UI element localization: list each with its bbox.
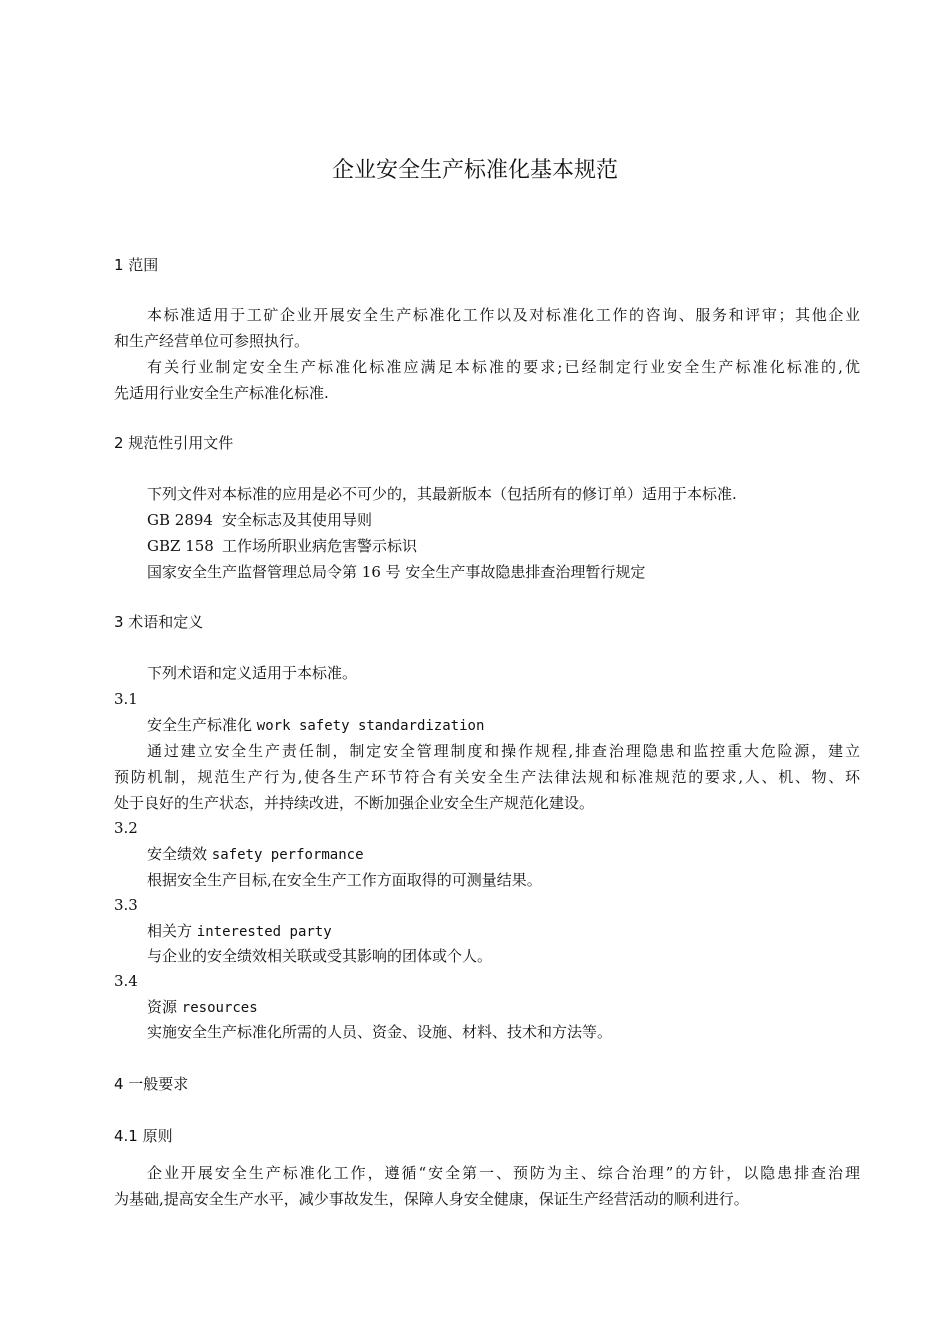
reference-code: GB 2894 (147, 511, 213, 529)
section-2-intro: 下列文件对本标准的应用是必不可少的，其最新版本（包括所有的修订单）适用于本标准. (147, 485, 737, 503)
section-3-heading: 3 术语和定义 (114, 613, 204, 631)
reference-item (147, 535, 417, 557)
term-chinese: 安全绩效 (147, 845, 208, 863)
section-1-paragraph-1-line-2: 和生产经营单位可参照执行。 (114, 332, 310, 350)
term-definition-line-3: 处于良好的生产状态，并持续改进，不断加强企业安全生产规范化建设。 (114, 794, 595, 812)
section-1-heading: 1 范围 (114, 256, 159, 274)
term-chinese: 安全生产标准化 (147, 716, 253, 734)
term-definition: 实施安全生产标准化所需的人员、资金、设施、材料、技术和方法等。 (147, 1023, 613, 1041)
term-number: 3.2 (114, 819, 138, 837)
document-title: 企业安全生产标准化基本规范 (331, 158, 618, 183)
reference-item: 国家安全生产监督管理总局令第 16 号 安全生产事故隐患排查治理暂行规定 (147, 563, 646, 581)
term-heading (147, 714, 484, 737)
section-4-1-paragraph-line-1: 企业开展安全生产标准化工作，遵循“安全第一、预防为主、综合治理”的方针，以隐患排查治理 (147, 1164, 860, 1182)
section-4-1-paragraph-line-2: 为基础,提高安全生产水平，减少事故发生，保障人身安全健康，保证生产经营活动的顺利进行。 (114, 1190, 749, 1208)
reference-title: 安全标志及其使用导则 (222, 511, 373, 529)
term-number: 3.1 (114, 690, 138, 708)
reference-title: 工作场所职业病危害警示标识 (222, 537, 418, 555)
term-definition: 根据安全生产目标,在安全生产工作方面取得的可测量结果。 (147, 871, 542, 889)
section-1-paragraph-1-line-1: 本标准适用于工矿企业开展安全生产标准化工作以及对标准化工作的咨询、服务和评审；其他企业 (147, 306, 860, 324)
term-heading (147, 920, 332, 943)
section-2-heading: 2 规范性引用文件 (114, 434, 234, 452)
term-english: work safety standardization (256, 718, 485, 734)
section-3-intro: 下列术语和定义适用于本标准。 (147, 664, 358, 682)
section-1-paragraph-2-line-2: 先适用行业安全生产标准化标准. (114, 384, 329, 402)
reference-code: GBZ 158 (147, 537, 214, 555)
term-definition-line-1: 通过建立安全生产责任制，制定安全管理制度和操作规程,排查治理隐患和监控重大危险源，建立 (147, 742, 860, 760)
section-1-paragraph-2-line-1: 有关行业制定安全生产标准化标准应满足本标准的要求;已经制定行业安全生产标准化标准的,优 (147, 358, 860, 376)
section-4-heading: 4 一般要求 (114, 1075, 189, 1093)
term-english: safety performance (211, 847, 364, 863)
term-heading (147, 843, 364, 866)
term-number: 3.4 (114, 972, 138, 990)
term-heading (147, 996, 258, 1019)
term-definition: 与企业的安全绩效相关联或受其影响的团体或个人。 (147, 947, 493, 965)
term-definition-line-2: 预防机制，规范生产行为,使各生产环节符合有关安全生产法律法规和标准规范的要求,人、机、物、环 (114, 768, 860, 786)
term-english: resources (181, 1000, 258, 1016)
term-chinese: 资源 (147, 998, 178, 1016)
subsection-4-1-heading: 4.1 原则 (114, 1127, 173, 1145)
term-chinese: 相关方 (147, 922, 193, 940)
term-number: 3.3 (114, 896, 138, 914)
reference-item (147, 509, 372, 531)
term-english: interested party (196, 924, 332, 940)
